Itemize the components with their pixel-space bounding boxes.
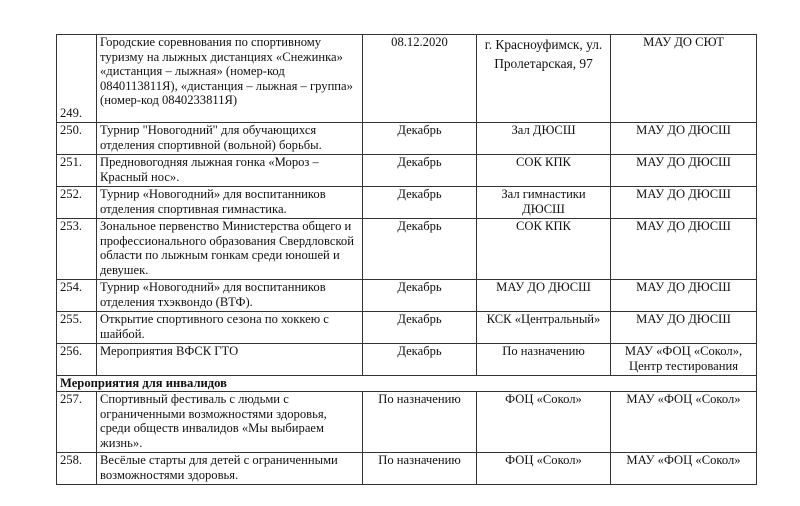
event-place: СОК КПК [477, 155, 611, 187]
event-date: Декабрь [363, 219, 477, 280]
event-date: Декабрь [363, 280, 477, 312]
event-place: КСК «Центральный» [477, 312, 611, 344]
row-number: 258. [57, 453, 97, 485]
row-number: 253. [57, 219, 97, 280]
event-place: СОК КПК [477, 219, 611, 280]
event-organizer: МАУ ДО ДЮСШ [611, 155, 757, 187]
event-organizer: МАУ ДО ДЮСШ [611, 312, 757, 344]
event-place: Зал ДЮСШ [477, 123, 611, 155]
event-place: МАУ ДО ДЮСШ [477, 280, 611, 312]
event-name: Городские соревнования по спортивному туризму на лыжных дистанциях «Снежинка» «дистанция – лыжная» (номер-код 0840113811Я), «дистанция – лыжная – группа» (номер-код 0840233811Я) [97, 35, 363, 123]
event-place: По назначению [477, 344, 611, 376]
table-row [57, 312, 757, 344]
event-place: Зал гимнастики ДЮСШ [477, 187, 611, 219]
table-row [57, 280, 757, 312]
event-place: г. Красноуфимск, ул. Пролетарская, 97 [477, 35, 611, 123]
event-name: Зональное первенство Министерства общего и профессионального образования Свердловской области по лыжным гонкам среди юношей и девушек. [97, 219, 363, 280]
event-organizer: МАУ «ФОЦ «Сокол» [611, 392, 757, 453]
row-number: 250. [57, 123, 97, 155]
table-row [57, 187, 757, 219]
event-name: Турнир «Новогодний» для воспитанников отделения тхэквондо (ВТФ). [97, 280, 363, 312]
event-organizer: МАУ ДО ДЮСШ [611, 280, 757, 312]
table-row [57, 35, 757, 123]
event-date: 08.12.2020 [363, 35, 477, 123]
event-name: Весёлые старты для детей с ограниченными возможностями здоровья. [97, 453, 363, 485]
event-organizer: МАУ ДО ДЮСШ [611, 123, 757, 155]
row-number: 249. [57, 35, 97, 123]
event-date: Декабрь [363, 155, 477, 187]
event-date: Декабрь [363, 312, 477, 344]
event-place: ФОЦ «Сокол» [477, 453, 611, 485]
row-number: 254. [57, 280, 97, 312]
event-date: Декабрь [363, 123, 477, 155]
section-title: Мероприятия для инвалидов [57, 376, 757, 392]
event-date: Декабрь [363, 344, 477, 376]
event-place: ФОЦ «Сокол» [477, 392, 611, 453]
row-number: 251. [57, 155, 97, 187]
table-row [57, 155, 757, 187]
table-row [57, 344, 757, 376]
event-name: Мероприятия ВФСК ГТО [97, 344, 363, 376]
event-organizer: МАУ ДО ДЮСШ [611, 187, 757, 219]
event-organizer: МАУ «ФОЦ «Сокол», Центр тестирования [611, 344, 757, 376]
row-number: 255. [57, 312, 97, 344]
event-name: Предновогодняя лыжная гонка «Мороз – Красный нос». [97, 155, 363, 187]
event-date: Декабрь [363, 187, 477, 219]
event-organizer: МАУ «ФОЦ «Сокол» [611, 453, 757, 485]
event-name: Турнир «Новогодний» для воспитанников отделения спортивная гимнастика. [97, 187, 363, 219]
table-row [57, 453, 757, 485]
event-date: По назначению [363, 392, 477, 453]
event-name: Открытие спортивного сезона по хоккею с шайбой. [97, 312, 363, 344]
row-number: 252. [57, 187, 97, 219]
event-organizer: МАУ ДО СЮТ [611, 35, 757, 123]
event-organizer: МАУ ДО ДЮСШ [611, 219, 757, 280]
table-row [57, 219, 757, 280]
event-name: Турнир "Новогодний" для обучающихся отделения спортивной (вольной) борьбы. [97, 123, 363, 155]
events-table [56, 34, 757, 485]
event-date: По назначению [363, 453, 477, 485]
table-row [57, 123, 757, 155]
table-row [57, 392, 757, 453]
section-row [57, 376, 757, 392]
row-number: 257. [57, 392, 97, 453]
row-number: 256. [57, 344, 97, 376]
event-name: Спортивный фестиваль с людьми с ограниченными возможностями здоровья, среди обществ инвалидов «Мы выбираем жизнь». [97, 392, 363, 453]
